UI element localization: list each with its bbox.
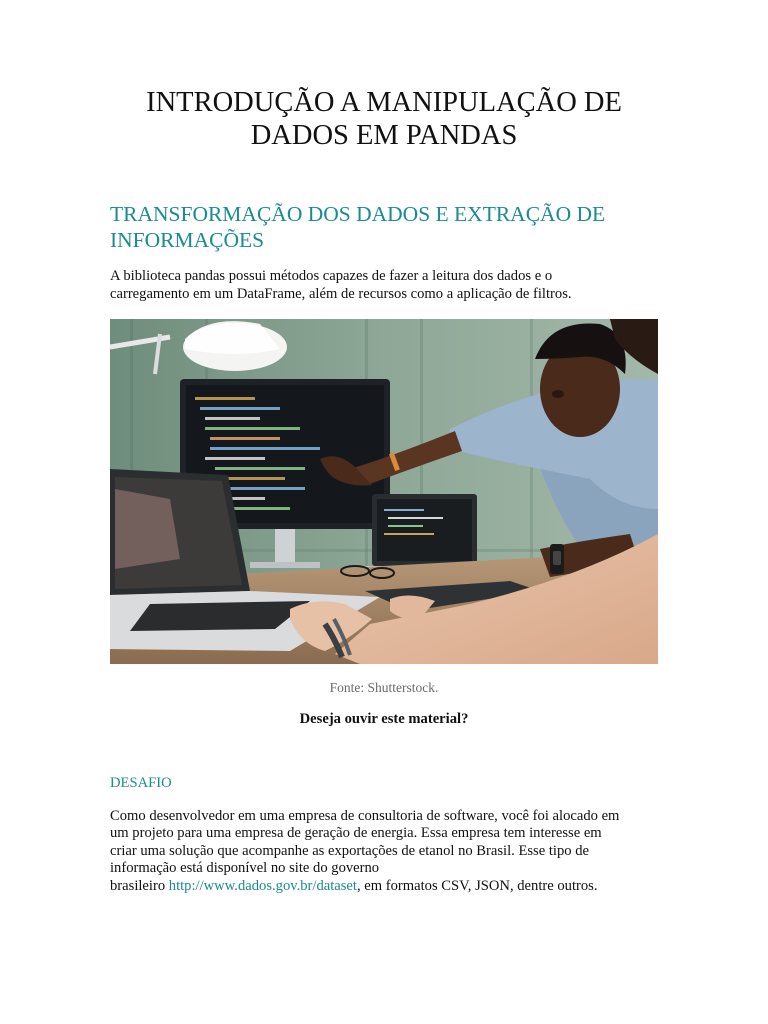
document-title [80, 86, 688, 152]
listen-prompt[interactable]: Deseja ouvir este material? [299, 711, 469, 727]
challenge-line-2: um projeto para uma empresa de geração de energia. Essa empresa tem interesse em [110, 825, 602, 842]
document-title-line-2: DADOS EM PANDAS [250, 120, 518, 151]
challenge-line-5-prefix: brasileiro [110, 877, 169, 894]
document-title-line-1: INTRODUÇÃO A MANIPULAÇÃO DE [146, 87, 622, 118]
section-title-line-2: INFORMAÇÕES [110, 228, 265, 252]
challenge-title: DESAFIO [110, 775, 172, 791]
figure-caption: Fonte: Shutterstock. [329, 680, 439, 695]
intro-line-1: A biblioteca pandas possui métodos capazes de fazer a leitura dos dados e o [110, 268, 553, 284]
section-title-line-1: TRANSFORMAÇÃO DOS DADOS E EXTRAÇÃO DE [110, 202, 606, 226]
challenge-line-1: Como desenvolvedor em uma empresa de consultoria de software, você foi alocado em [110, 808, 620, 824]
challenge-line-3: criar uma solução que acompanhe as exportações de etanol no Brasil. Esse tipo de [110, 842, 589, 859]
challenge-line-5-suffix: , em formatos CSV, JSON, dentre outros. [356, 877, 598, 894]
challenge-line-4: informação está disponível no site do governo [110, 860, 380, 877]
intro-paragraph [110, 267, 670, 303]
dados-gov-link[interactable]: http://www.dados.gov.br/dataset [168, 877, 357, 894]
stock-photo [110, 319, 658, 664]
photo-illustration [110, 319, 658, 664]
challenge-line-5 [110, 878, 658, 895]
challenge-paragraph [110, 808, 658, 895]
intro-line-2: carregamento em um DataFrame, além de recursos como a aplicação de filtros. [110, 286, 572, 302]
section-title [110, 201, 670, 253]
